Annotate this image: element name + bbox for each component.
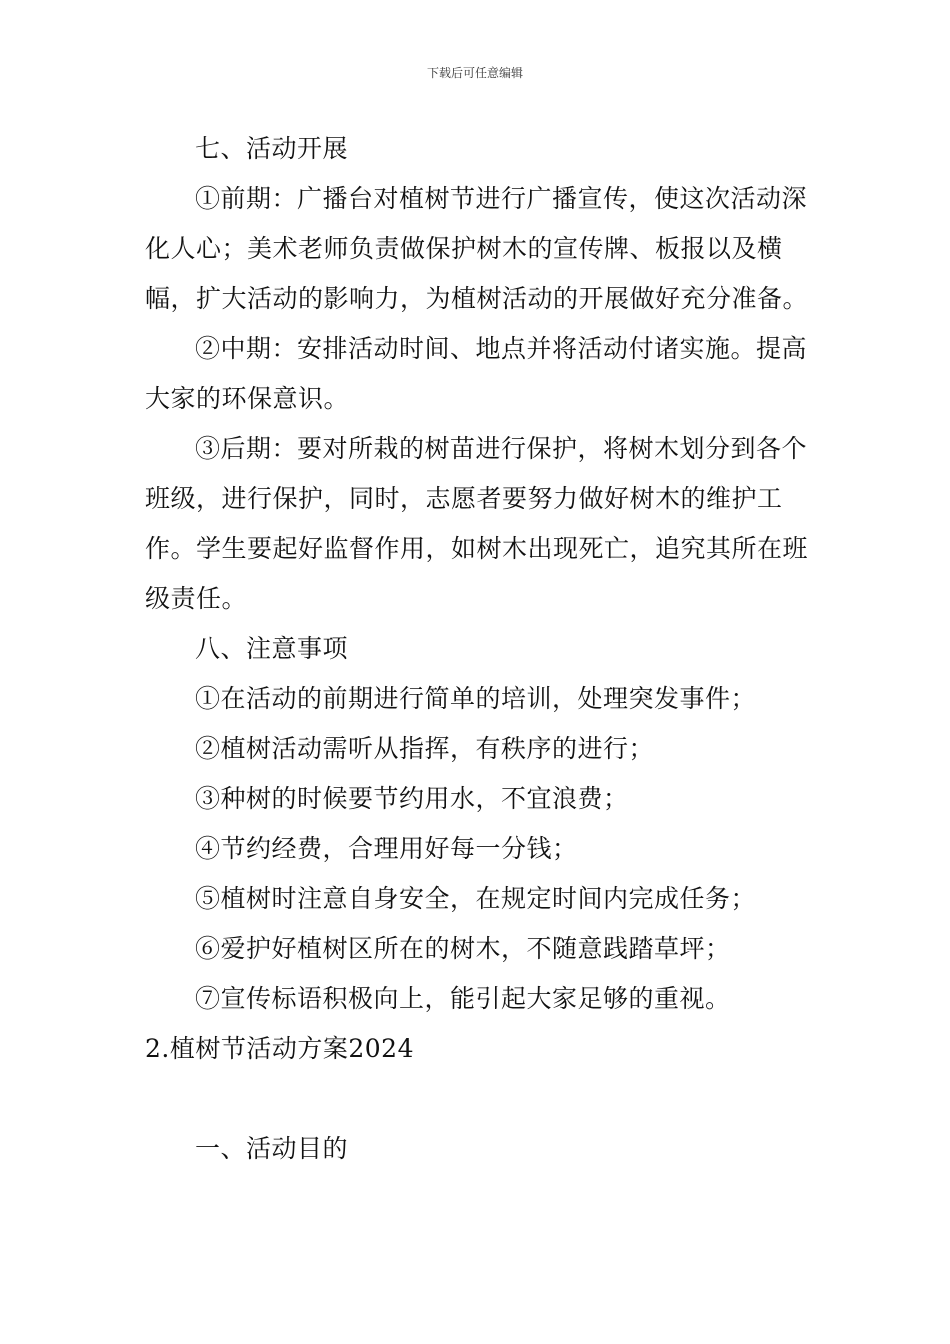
- note-item-4: ④节约经费，合理用好每一分钱；: [195, 834, 578, 863]
- note-item-2: ②植树活动需听从指挥，有秩序的进行；: [195, 734, 655, 763]
- note-item-7: ⑦宣传标语积极向上，能引起大家足够的重视。: [195, 984, 731, 1013]
- section-heading-7: 七、活动开展: [195, 134, 349, 163]
- note-item-5: ⑤植树时注意自身安全，在规定时间内完成任务；: [195, 884, 757, 913]
- document-title-2: 2.植树节活动方案2024: [145, 1034, 414, 1063]
- section-heading-1: 一、活动目的: [195, 1134, 349, 1163]
- paragraph-late-stage: ③后期：要对所栽的树苗进行保护，将树木划分到各个班级，进行保护，同时，志愿者要努力做好树木的维护工作。学生要起好监督作用，如树木出现死亡，追究其所在班级责任。: [145, 434, 809, 613]
- note-item-3: ③种树的时候要节约用水，不宜浪费；: [195, 784, 629, 813]
- section-heading-8: 八、注意事项: [195, 634, 349, 663]
- note-item-1: ①在活动的前期进行简单的培训，处理突发事件；: [195, 684, 757, 713]
- paragraph-middle-stage: ②中期：安排活动时间、地点并将活动付诸实施。提高大家的环保意识。: [145, 334, 808, 413]
- note-item-6: ⑥爱护好植树区所在的树木，不随意践踏草坪；: [195, 934, 731, 963]
- paragraph-early-stage: ①前期：广播台对植树节进行广播宣传，使这次活动深化人心；美术老师负责做保护树木的宣传牌、板报以及横幅，扩大活动的影响力，为植树活动的开展做好充分准备。: [145, 184, 809, 313]
- document-body: [145, 124, 810, 1174]
- page-header: 下载后可任意编辑: [426, 66, 523, 80]
- blank-line: [145, 1074, 810, 1124]
